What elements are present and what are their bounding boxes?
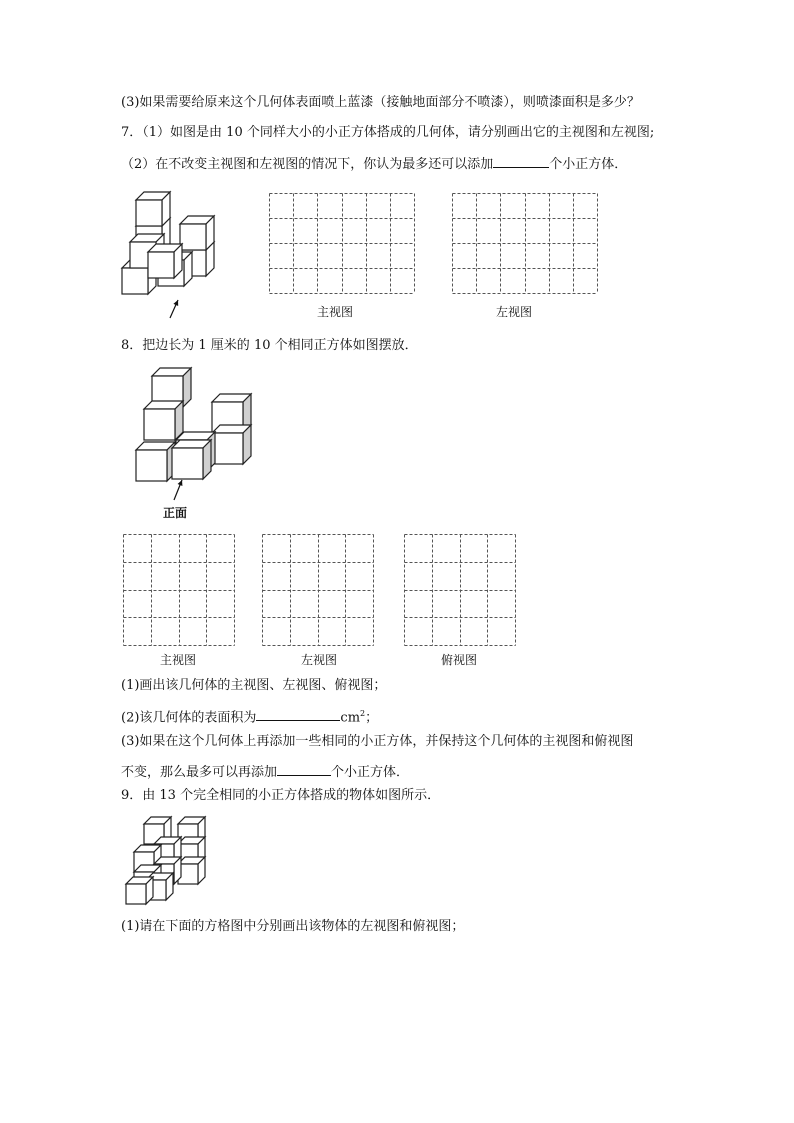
q8-front-view-grid[interactable] [123,534,235,646]
q7-caption-left: 左视图 [496,305,533,319]
q8-add-blank[interactable] [277,761,331,776]
cube [126,877,153,904]
cube [136,442,175,481]
cube [136,192,170,226]
q8-part3-line2 [121,761,409,782]
q8-part3-tail: 个小正方体． [331,765,410,780]
cube [212,425,251,464]
q7-left-view-grid[interactable] [452,193,598,294]
cube [172,440,211,479]
q7-part1: 7．（1）如图是由 10 个同样大小的小正方体搭成的几何体，请分别画出它的主视图和左视图; [121,125,655,140]
q8-caption-left: 左视图 [301,653,338,667]
q9-part1: (1)请在下面的方格图中分别画出该物体的左视图和俯视图； [121,919,465,934]
q8-part2-tail: ； [365,710,379,726]
q8-part3-text: 不变，那么最多可以再添加 [121,765,278,780]
cube [180,216,214,250]
q7-caption-front: 主视图 [317,305,354,319]
q8-unit-sup: 2 [360,709,366,718]
q9-stem: 9．由 13 个完全相同的小正方体搭成的物体如图所示． [121,788,441,803]
q8-cube-solid [132,362,262,502]
cube [178,857,205,884]
q6-part3: (3)如果需要给原来这个几何体表面喷上蓝漆（接触地面部分不喷漆），则喷漆面积是多少？ [121,95,640,110]
q7-part2 [121,153,627,174]
q8-front-label: 正面 [163,506,188,520]
cube [148,244,182,278]
q8-top-view-grid[interactable] [404,534,516,646]
cube [144,401,183,440]
q9-cube-solid [122,814,222,909]
q8-part3-line1: (3)如果在这个几何体上再添加一些相同的小正方体，并保持这个几何体的主视图和俯视图 [121,734,634,749]
q7-part2-tail: 个小正方体． [549,157,628,172]
q8-stem: 8．把边长为 1 厘米的 10 个相同正方体如图摆放． [121,338,418,353]
q8-caption-top: 俯视图 [441,653,478,667]
q8-caption-front: 主视图 [160,653,197,667]
q7-part2-text: （2）在不改变主视图和左视图的情况下，你认为最多还可以添加 [121,157,494,172]
q8-part1: (1)画出该几何体的主视图、左视图、俯视图； [121,678,387,693]
q8-unit: cm [340,710,361,726]
q8-part2 [121,705,378,727]
q8-part2-text: (2)该几何体的表面积为 [121,710,257,726]
q8-area-blank[interactable] [256,706,340,721]
q8-left-view-grid[interactable] [262,534,374,646]
q7-cube-solid [118,182,228,322]
q7-answer-blank[interactable] [493,153,549,168]
q7-front-view-grid[interactable] [269,193,415,294]
